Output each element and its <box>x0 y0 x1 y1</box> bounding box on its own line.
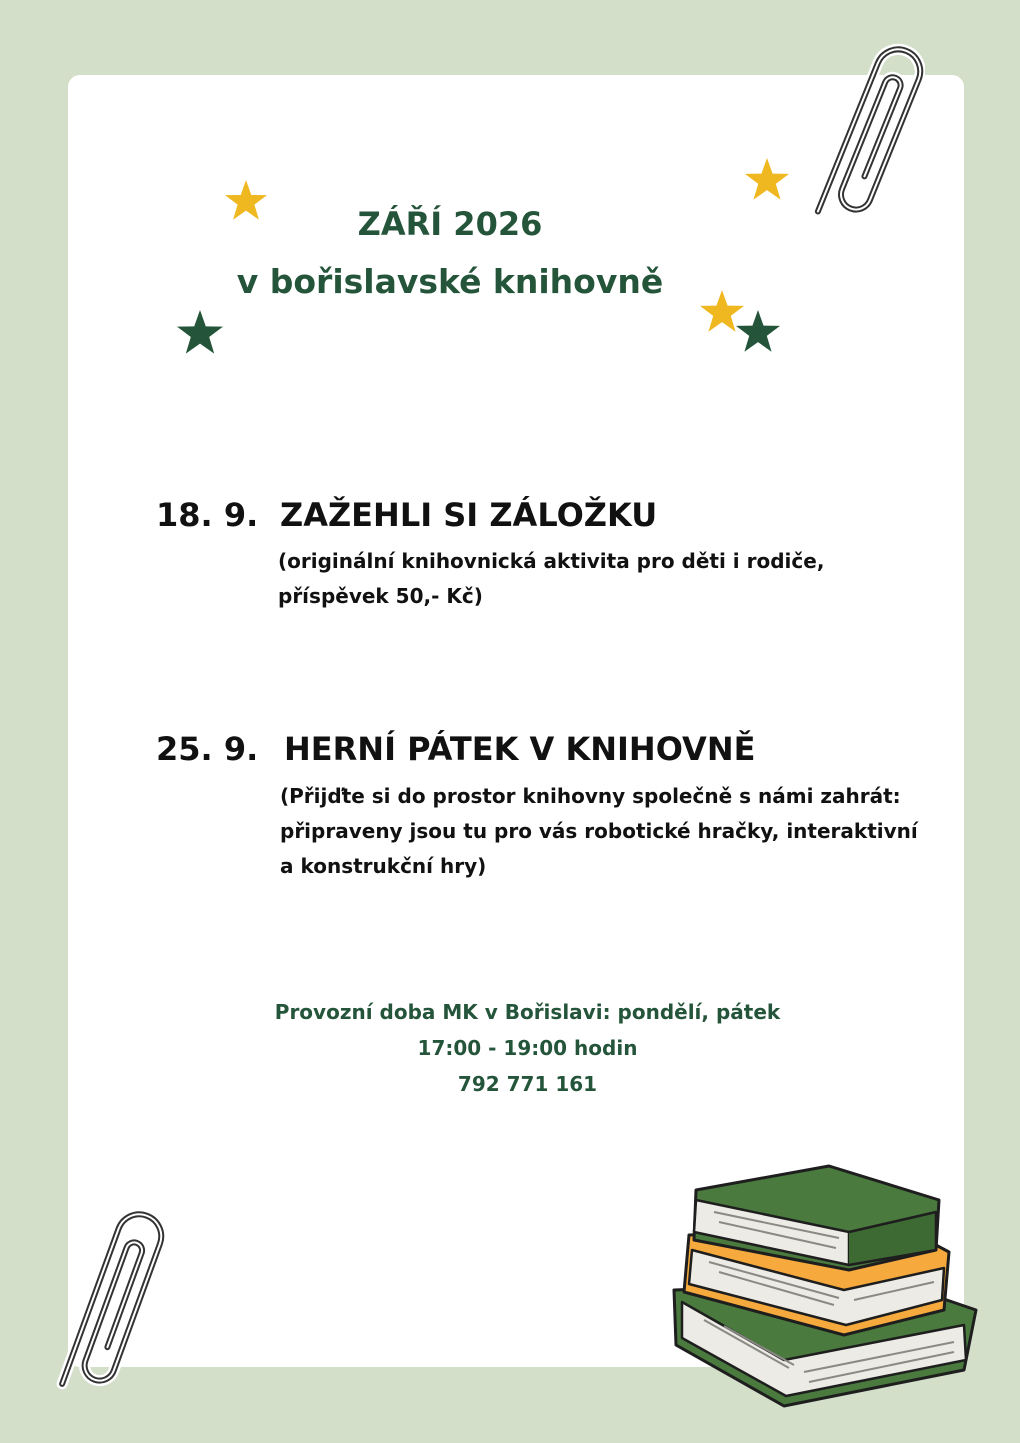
opening-hours-label: Provozní doba MK v Bořislavi: pondělí, pátek <box>274 1000 781 1024</box>
event-description-line: (originální knihovnická aktivita pro děti i rodiče, <box>278 549 825 573</box>
opening-hours-time: 17:00 - 19:00 hodin <box>417 1036 638 1060</box>
star-icon <box>744 158 790 202</box>
star-icon <box>176 310 224 356</box>
books-stack-icon <box>664 1160 984 1410</box>
event-date: 25. 9. <box>156 730 259 768</box>
event-title: HERNÍ PÁTEK V KNIHOVNĚ <box>284 730 756 768</box>
poster-subtitle: v bořislavské knihovně <box>236 262 664 301</box>
paperclip-icon <box>800 22 925 237</box>
star-icon <box>735 310 781 354</box>
event-description <box>278 544 824 614</box>
phone-number: 792 771 161 <box>457 1072 598 1096</box>
paperclip-icon <box>42 1188 167 1408</box>
event-description-line: (Přijďte si do prostor knihovny společně s námi zahrát: <box>280 784 901 808</box>
poster-title: ZÁŘÍ 2026 <box>357 205 543 243</box>
event-date: 18. 9. <box>156 496 259 534</box>
event-title: ZAŽEHLI SI ZÁLOŽKU <box>280 496 658 534</box>
event-description-line: připraveny jsou tu pro vás robotické hračky, interaktivní <box>280 819 918 843</box>
event-description-line: příspěvek 50,- Kč) <box>278 584 483 608</box>
event-description <box>280 779 918 884</box>
event-description-line: a konstrukční hry) <box>280 854 487 878</box>
